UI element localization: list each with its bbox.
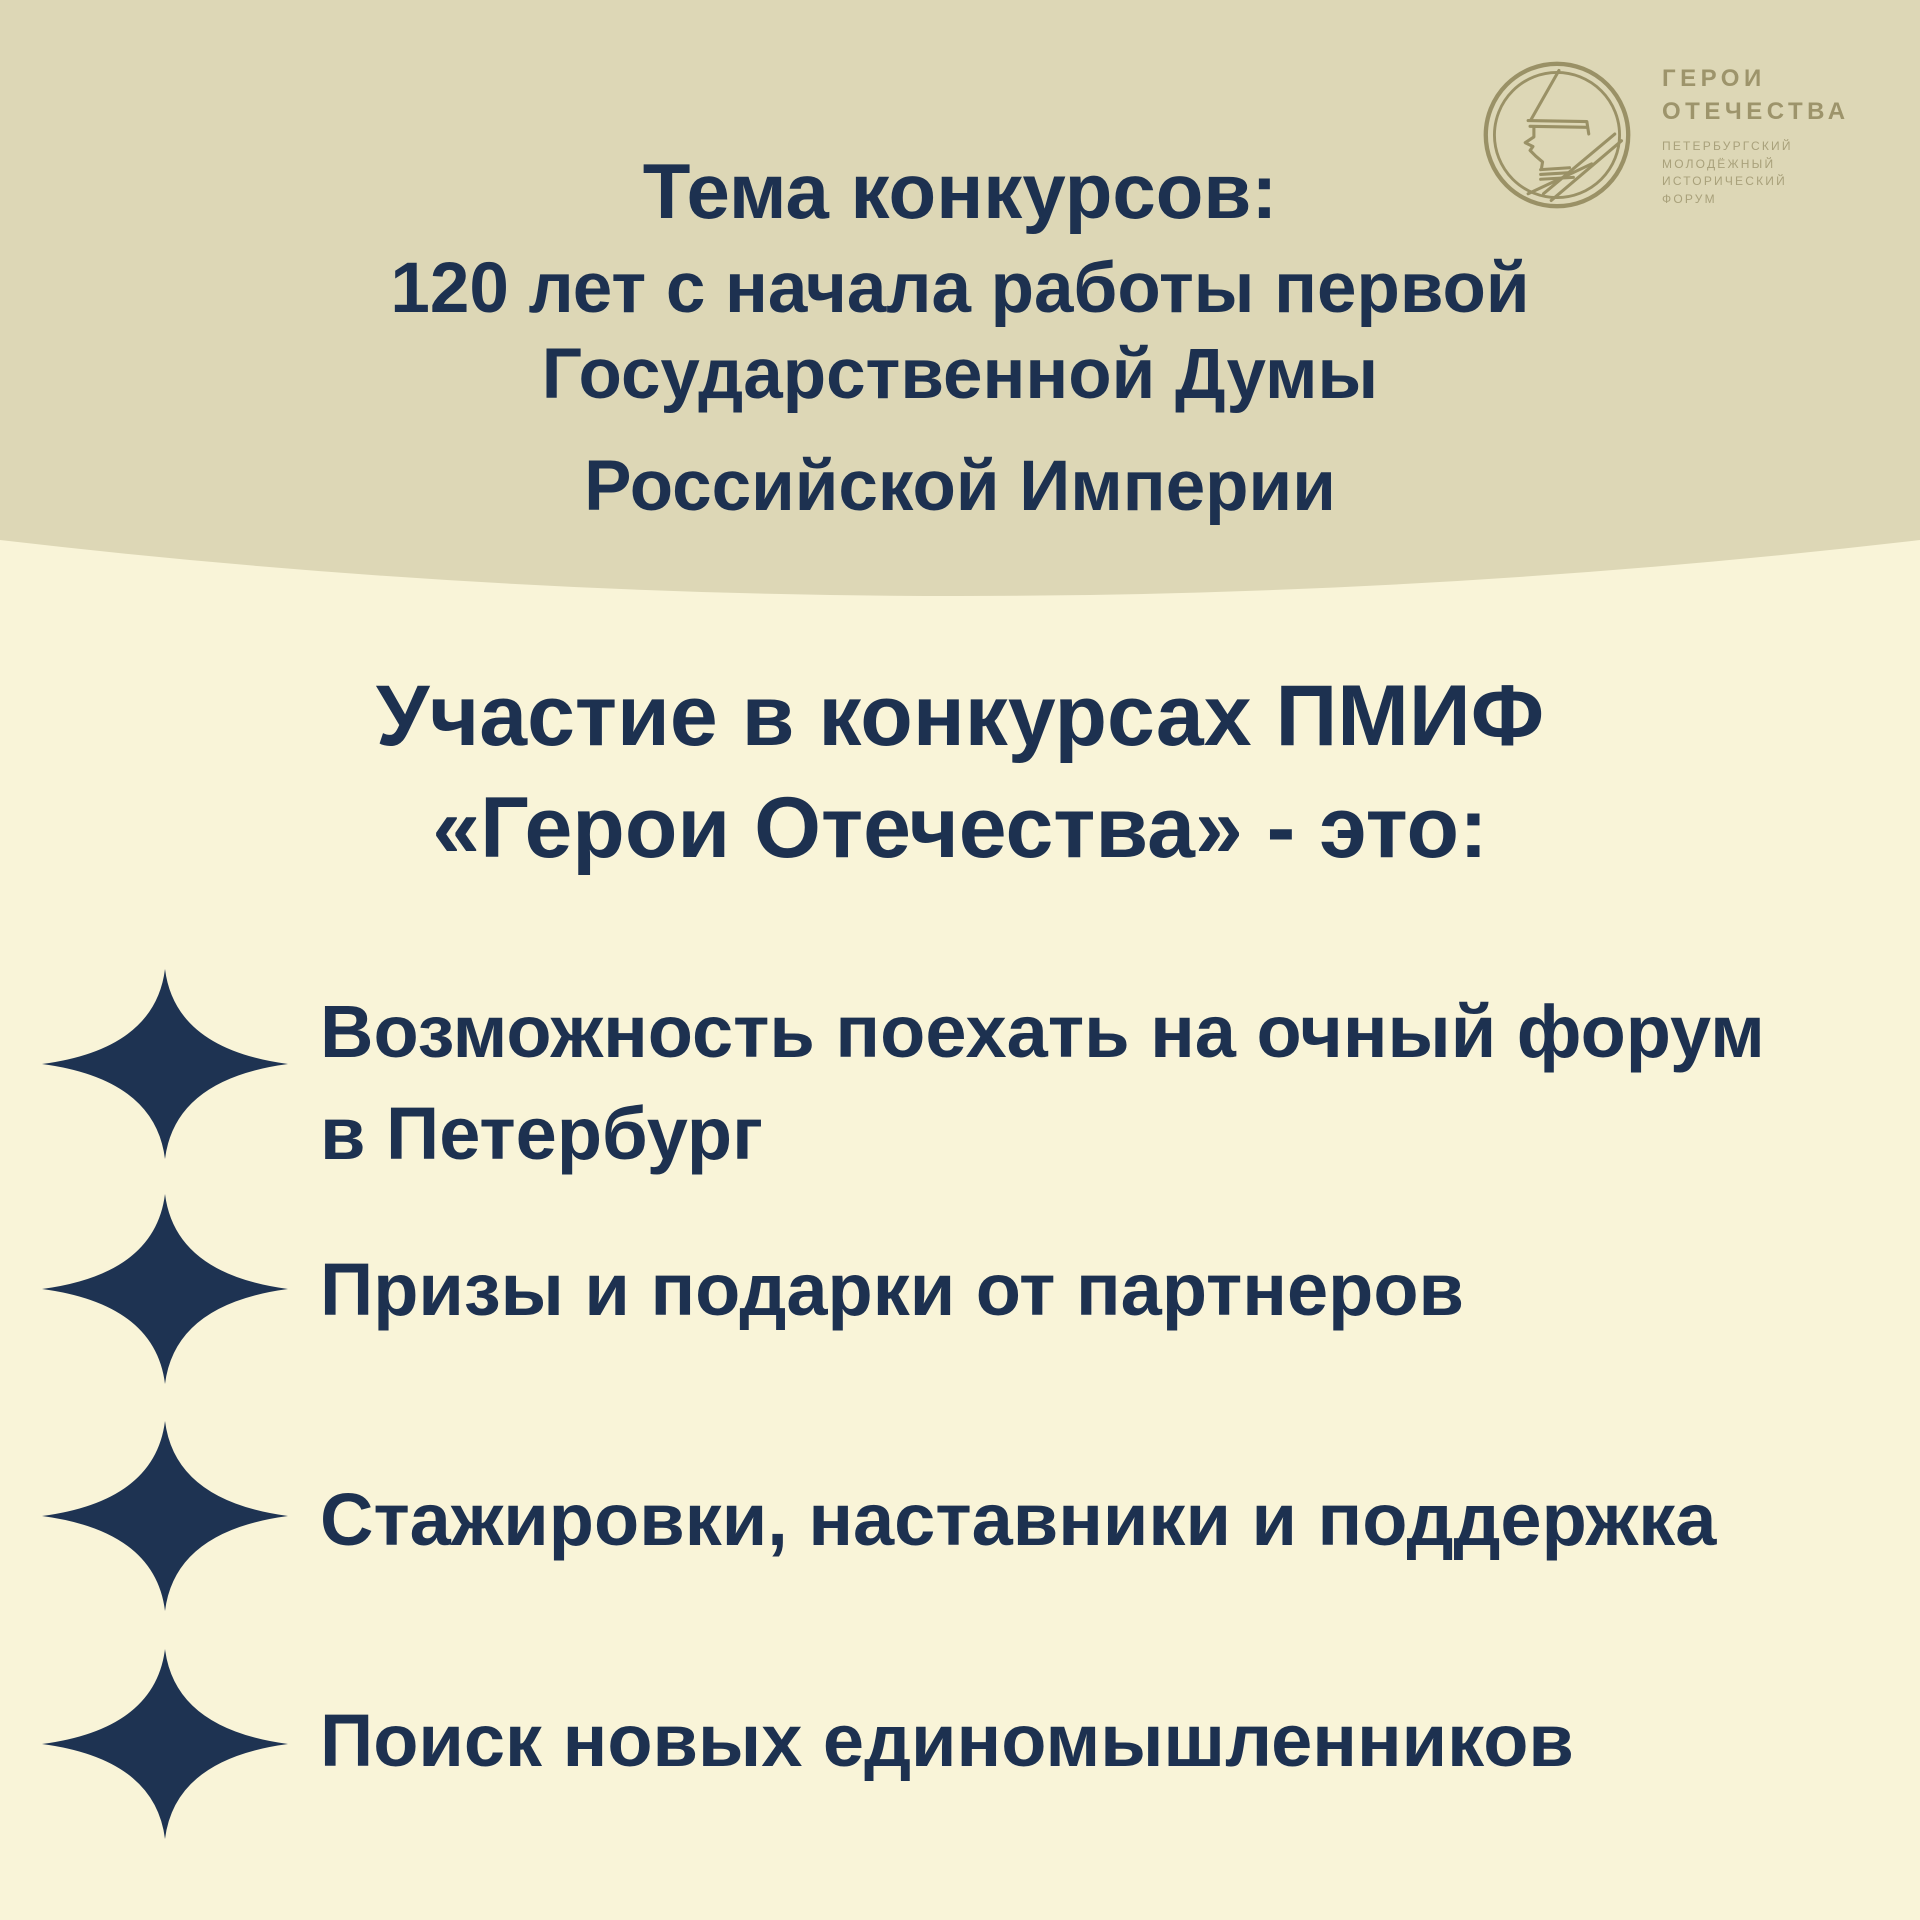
logo-subtitle-line-4: ФОРУМ [1662, 191, 1717, 206]
list-item [320, 1690, 1860, 1792]
page-subtitle [0, 246, 1920, 530]
list-item-1-line-2: в Петербург [320, 1092, 763, 1175]
sparkle-star-icon [40, 1419, 290, 1613]
list-item-2-line-1: Призы и подарки от партнеров [320, 1248, 1465, 1331]
section-heading-line-1: Участие в конкурсах ПМИФ [375, 668, 1545, 764]
logo-subtitle-line-2: МОЛОДЁЖНЫЙ [1662, 156, 1776, 171]
section-heading [0, 660, 1920, 884]
soldier-profile-emblem-icon [1480, 58, 1634, 212]
logo-subtitle-line-1: ПЕТЕРБУРГСКИЙ [1662, 139, 1793, 153]
subtitle-line-1: 120 лет с начала работы первой [390, 249, 1530, 328]
list-item-1-line-1: Возможность поехать на очный форум [320, 990, 1765, 1073]
sparkle-star-icon [40, 1647, 290, 1841]
logo-wordmark [1662, 62, 1850, 208]
sparkle-star-icon [40, 1192, 290, 1386]
list-item-4-line-1: Поиск новых единомышленников [320, 1699, 1574, 1782]
subtitle-line-2: Государственной Думы [541, 335, 1379, 414]
logo-title-line-1: ГЕРОИ [1662, 65, 1766, 92]
subtitle-line-3: Российской Империи [584, 447, 1336, 526]
page-title: Тема конкурсов: [642, 147, 1278, 235]
section-heading-line-2: «Герои Отечества» - это: [432, 780, 1488, 876]
logo-subtitle-line-3: ИСТОРИЧЕСКИЙ [1662, 174, 1787, 188]
sparkle-star-icon [40, 967, 290, 1161]
list-item [320, 981, 1860, 1185]
list-item [320, 1469, 1860, 1571]
logo-title-line-2: ОТЕЧЕСТВА [1662, 98, 1850, 125]
logo-subtitle [1662, 138, 1850, 208]
list-item [320, 1239, 1860, 1341]
list-item-3-line-1: Стажировки, наставники и поддержка [320, 1478, 1717, 1561]
